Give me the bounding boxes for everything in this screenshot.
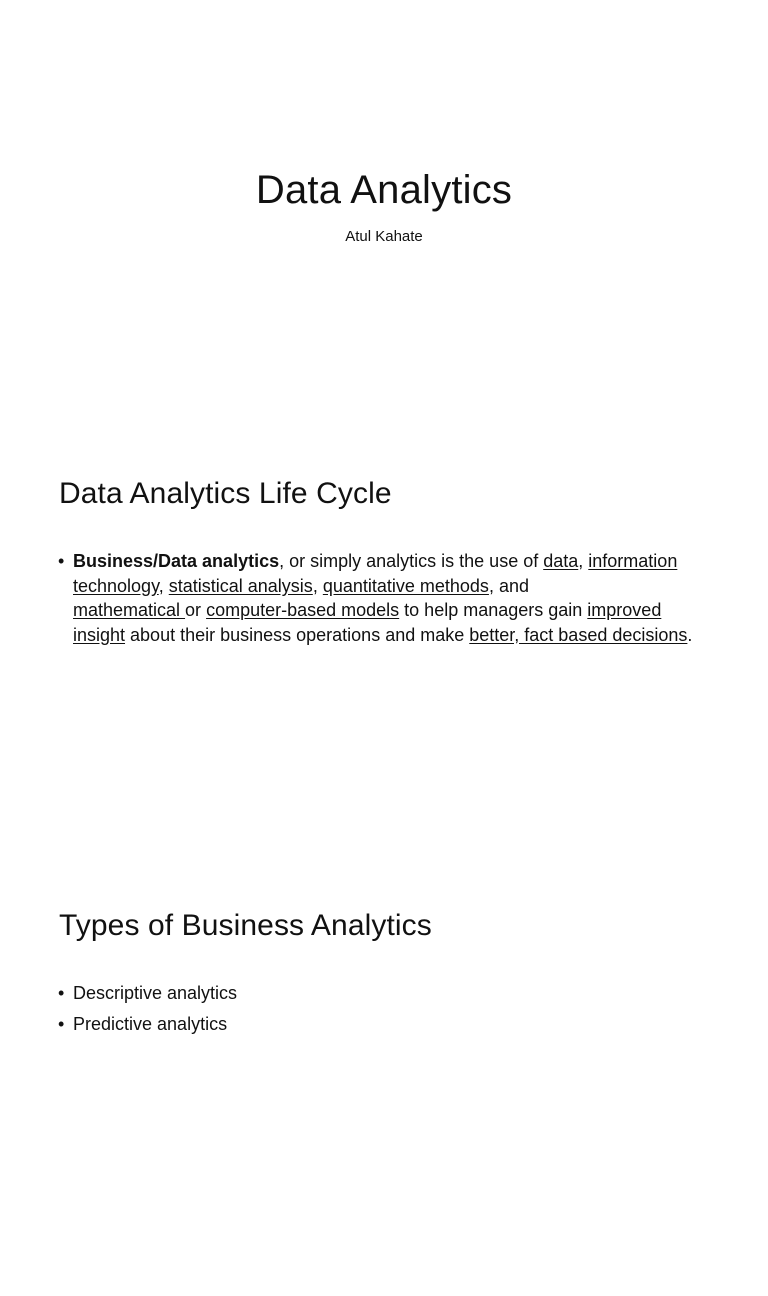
text-run: , bbox=[158, 575, 169, 596]
slide-heading: Types of Business Analytics bbox=[59, 909, 432, 942]
underlined-mathematical: mathematical bbox=[73, 600, 186, 620]
text-run: , bbox=[312, 575, 323, 596]
bullet-list bbox=[58, 981, 710, 1042]
definition-bullet bbox=[58, 549, 710, 647]
underlined-quantitative-methods: quantitative methods bbox=[322, 575, 489, 596]
underlined-information-technology: information technology bbox=[73, 551, 678, 596]
slide-heading: Data Analytics Life Cycle bbox=[59, 477, 392, 510]
list-item-text: Descriptive analytics bbox=[73, 983, 238, 1003]
bullet-list bbox=[58, 549, 710, 647]
text-run: . bbox=[687, 624, 693, 645]
text-run: , and bbox=[488, 575, 529, 596]
deck-author: Atul Kahate bbox=[345, 228, 423, 245]
bullet-dot-icon: • bbox=[58, 1013, 65, 1034]
underlined-better-decisions: better, fact based decisions bbox=[469, 624, 688, 645]
underlined-improved-insight: improved insight bbox=[73, 600, 662, 645]
underlined-computer-based-models: computer-based models bbox=[206, 600, 400, 620]
underlined-data: data bbox=[543, 551, 579, 571]
underlined-statistical-analysis: statistical analysis bbox=[168, 575, 313, 596]
text-run: , bbox=[578, 551, 589, 571]
bullet-dot-icon: • bbox=[58, 983, 65, 1003]
types-slide bbox=[0, 864, 768, 1296]
deck-title: Data Analytics bbox=[255, 168, 513, 212]
list-item-text: Predictive analytics bbox=[73, 1013, 228, 1034]
list-item bbox=[58, 981, 710, 1006]
text-run: about their business operations and make bbox=[125, 624, 470, 645]
bold-term: Business/Data analytics bbox=[73, 551, 280, 571]
text-run: to help managers gain bbox=[399, 600, 588, 620]
title-slide bbox=[0, 0, 768, 432]
text-run: , or simply analytics is the use of bbox=[279, 551, 544, 571]
life-cycle-slide bbox=[0, 432, 768, 864]
text-run: or bbox=[185, 600, 207, 620]
bullet-dot-icon: • bbox=[58, 551, 65, 571]
